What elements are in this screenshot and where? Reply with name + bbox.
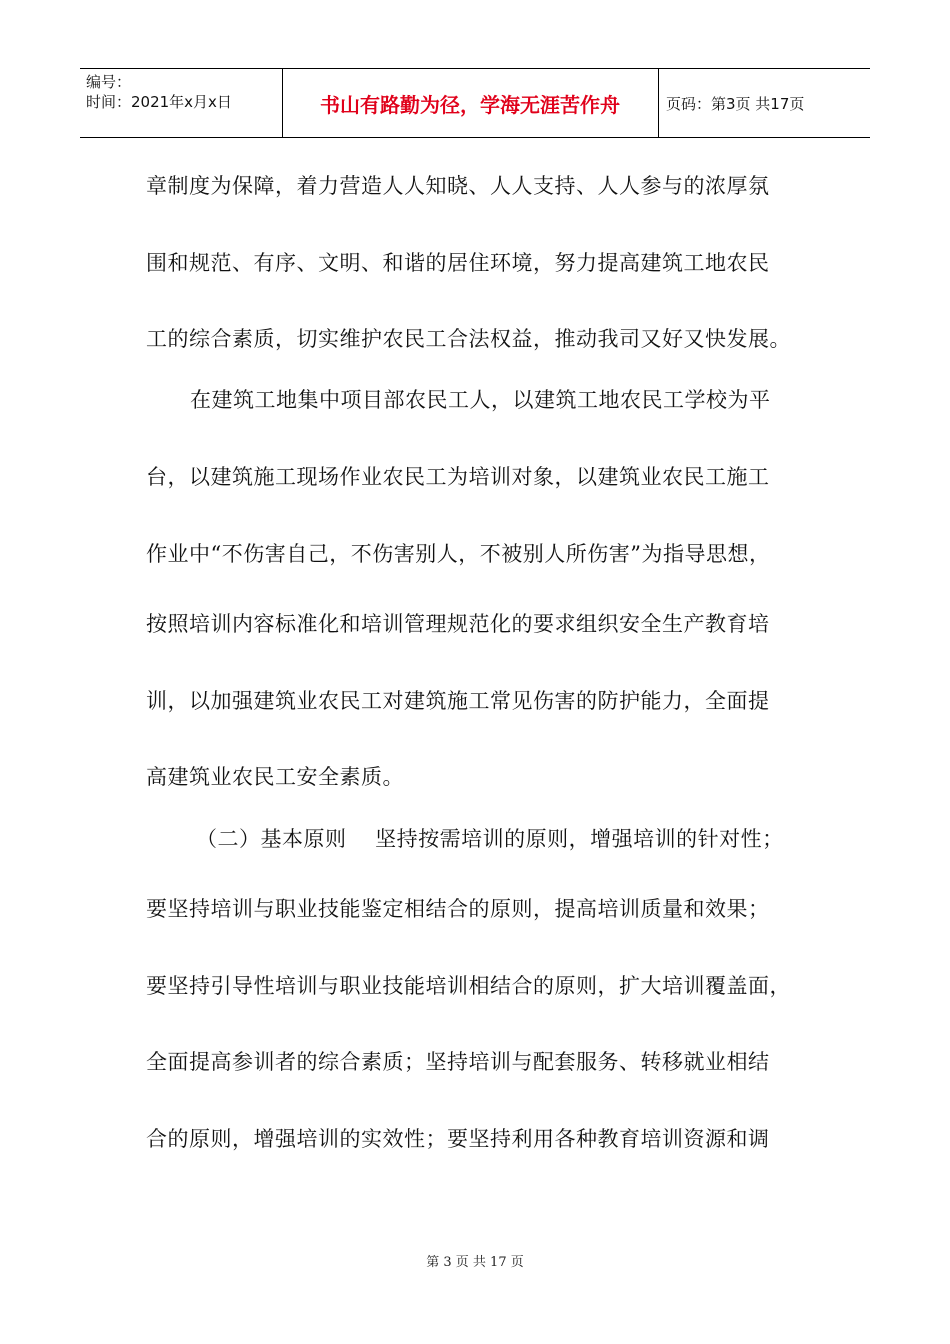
header-page-cell <box>658 69 870 137</box>
motto: 书山有路勤为径，学海无涯苦作舟 <box>320 92 620 117</box>
body-line: 按照培训内容标准化和培训管理规范化的要求组织安全生产教育培 <box>146 612 770 636</box>
body-line: 作业中“不伤害自己，不伤害别人，不被别人所伤害”为指导思想， <box>146 542 771 566</box>
body-line: 要坚持引导性培训与职业技能培训相结合的原则，扩大培训覆盖面， <box>146 974 791 998</box>
body-line: 章制度为保障，着力营造人人知晓、人人支持、人人参与的浓厚氛 <box>146 174 770 198</box>
body-line: 合的原则，增强培训的实效性；要坚持利用各种教育培训资源和调 <box>146 1127 770 1151</box>
date-label: 时间：2021年x月x日 <box>86 93 232 111</box>
body-line: 训，以加强建筑业农民工对建筑施工常见伤害的防护能力，全面提 <box>146 689 770 713</box>
serial-number-label: 编号： <box>86 73 132 91</box>
body-line: （二）基本原则 坚持按需培训的原则，增强培训的针对性； <box>196 827 784 851</box>
header-meta-cell <box>80 69 283 137</box>
body-line: 围和规范、有序、文明、和谐的居住环境，努力提高建筑工地农民 <box>146 251 770 275</box>
body-line: 台，以建筑施工现场作业农民工为培训对象，以建筑业农民工施工 <box>146 465 770 489</box>
body-line: 全面提高参训者的综合素质；坚持培训与配套服务、转移就业相结 <box>146 1050 770 1074</box>
page-footer: 第 3 页 共 17 页 <box>426 1255 524 1270</box>
body-line: 高建筑业农民工安全素质。 <box>146 765 404 789</box>
body-line: 工的综合素质，切实维护农民工合法权益，推动我司又好又快发展。 <box>146 327 791 351</box>
page-header <box>80 68 870 138</box>
body-line: 要坚持培训与职业技能鉴定相结合的原则，提高培训质量和效果； <box>146 897 770 921</box>
header-motto-cell <box>282 69 659 137</box>
body-line: 在建筑工地集中项目部农民工人，以建筑工地农民工学校为平 <box>190 388 771 412</box>
header-page-info: 页码：第3页 共17页 <box>666 94 805 113</box>
